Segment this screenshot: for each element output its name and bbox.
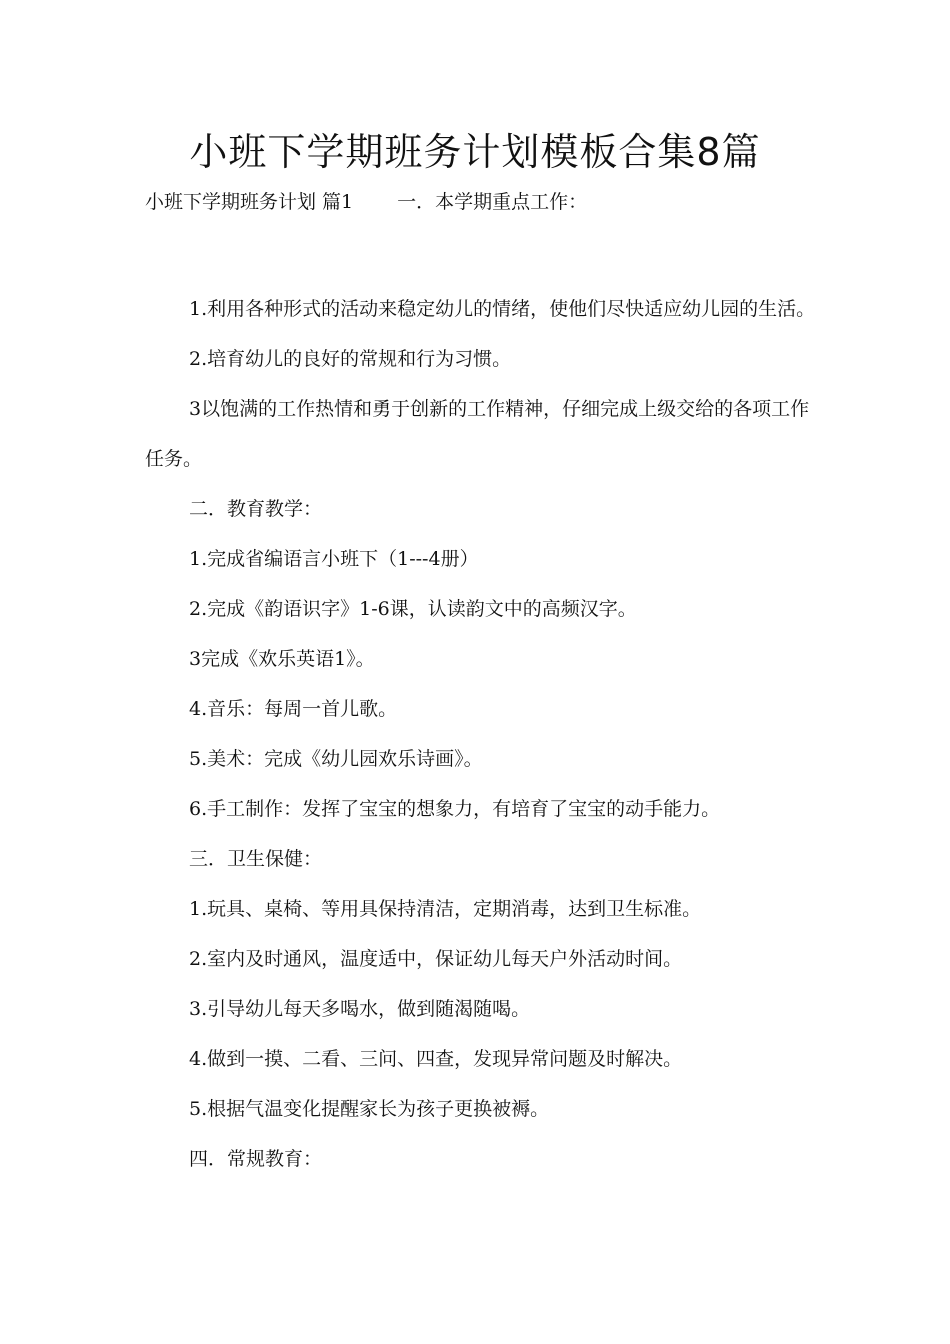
section-heading: 二．教育教学： [189,498,323,520]
section-heading: 四．常规教育： [189,1148,323,1170]
document-body [145,284,817,1184]
paragraph: 3.引导幼儿每天多喝水，做到随渴随喝。 [189,998,531,1020]
paragraph: 2.室内及时通风，温度适中，保证幼儿每天户外活动时间。 [189,948,683,970]
section-heading: 三．卫生保健： [189,848,323,870]
paragraph: 3以饱满的工作热情和勇于创新的工作精神，仔细完成上级交给的各项工作任务。 [145,398,810,470]
paragraph: 5.根据气温变化提醒家长为孩子更换被褥。 [189,1098,550,1120]
section-subtitle: 小班下学期班务计划 篇1 [145,191,354,213]
paragraph: 2.完成《韵语识字》1-6课，认读韵文中的高频汉字。 [189,598,637,620]
paragraph: 4.音乐：每周一首儿歌。 [189,698,398,720]
paragraph: 1.完成省编语言小班下（1---4册） [189,548,479,570]
paragraph: 5.美术：完成《幼儿园欢乐诗画》。 [189,748,483,770]
paragraph: 6.手工制作：发挥了宝宝的想象力，有培育了宝宝的动手能力。 [189,798,721,820]
paragraph: 2.培育幼儿的良好的常规和行为习惯。 [189,348,512,370]
paragraph: 1.玩具、桌椅、等用具保持清洁，定期消毒，达到卫生标准。 [189,898,702,920]
document-title: 小班下学期班务计划模板合集8篇 [189,130,761,174]
section-first-heading: 一．本学期重点工作： [397,191,588,213]
paragraph: 4.做到一摸、二看、三问、四查，发现异常问题及时解决。 [189,1048,683,1070]
section-heading-row [145,188,587,216]
paragraph: 3完成《欢乐英语1》。 [189,648,375,670]
paragraph: 1.利用各种形式的活动来稳定幼儿的情绪，使他们尽快适应幼儿园的生活。 [189,298,816,320]
